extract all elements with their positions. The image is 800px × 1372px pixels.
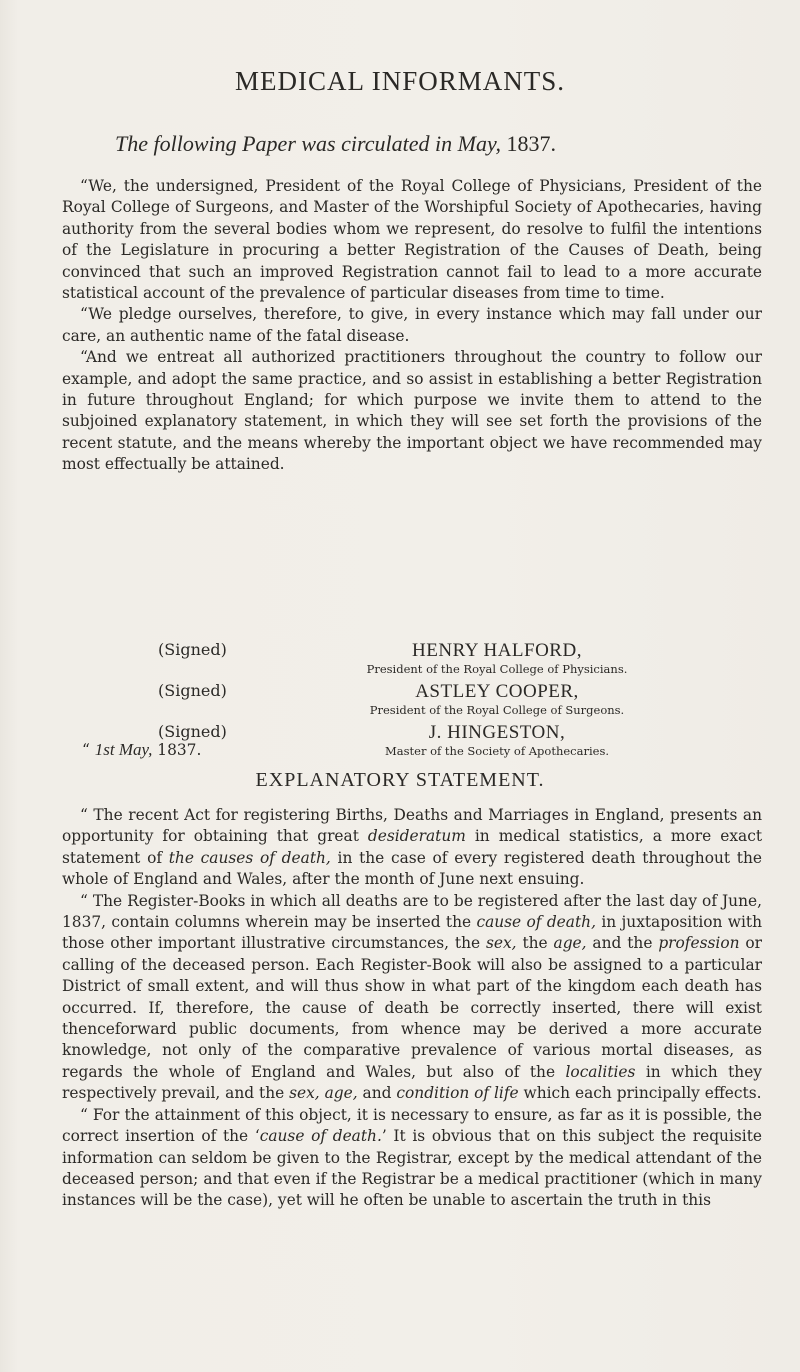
text-run: “ The Register-Books in which all deaths are to be registered after the last day of June, 1837, contain columns wherein may be inserted the — [62, 891, 762, 932]
italic-run: the causes of death, — [168, 848, 331, 867]
text-run: in which they respectively prevail, and the — [62, 1062, 763, 1103]
italic-run: cause of death. — [259, 1127, 382, 1146]
text-run: and the — [586, 934, 659, 953]
subheading-text: The following Paper was circulated in May, — [115, 131, 501, 156]
signatory-name: HENRY HALFORD, — [412, 640, 582, 661]
text-run: ’ It is obvious that on this subject the requisite information can seldom be given to the Registrar, except by the medical attendant of the deceased person; and that even if the Registrar be a medical practitioner (which in many instances will be the case), yet will he often be unable to ascertain the truth in this — [62, 1127, 762, 1210]
explanatory-statement-heading: EXPLANATORY STATEMENT. — [255, 769, 545, 791]
italic-run: desideratum — [367, 827, 466, 846]
dateline-quote: “ — [82, 741, 90, 759]
italic-run: sex, — [485, 934, 517, 953]
statement-text — [62, 805, 762, 1212]
italic-run: age, — [553, 934, 587, 953]
italic-run: cause of death, — [476, 913, 596, 932]
circular-paragraph-3: “And we entreat all authorized practitioners throughout the country to follow our example, and adopt the same practice, and so assist in establishing a better Registration in future throughout England; for which purpose we invite them to attend to the subjoined explanatory statement, in which they will see set forth the provisions of the recent statute, and the means whereby the important object we have recommended may most effectually be attained. — [62, 348, 762, 474]
signatory-title: President of the Royal College of Physicians. — [366, 662, 628, 676]
statement-paragraph-3 — [62, 1105, 762, 1212]
dateline-date: 1st May, — [94, 740, 153, 759]
circular-subheading — [115, 131, 556, 157]
signature-halford — [62, 640, 762, 681]
signed-label: (Signed) — [158, 681, 227, 700]
statement-paragraph-2 — [62, 891, 762, 1105]
statement-paragraph-1 — [62, 805, 762, 891]
text-run: which each principally effects. — [518, 1084, 762, 1103]
italic-run: sex, — [289, 1084, 320, 1103]
dateline-year: 1837. — [157, 741, 202, 759]
circular-text — [62, 176, 762, 476]
page-heading: MEDICAL INFORMANTS. — [234, 66, 565, 96]
signatory-title: Master of the Society of Apothecaries. — [384, 744, 610, 758]
circular-paragraph-2: “We pledge ourselves, therefore, to give, in every instance which may fall under our care, an authentic name of the fatal disease. — [62, 305, 762, 345]
text-run: in juxtaposition with those other important illustrative circumstances, the — [62, 913, 762, 953]
signed-label: (Signed) — [158, 640, 227, 659]
italic-run: localities — [565, 1062, 636, 1081]
text-run: and — [357, 1084, 397, 1103]
signatory-name: ASTLEY COOPER, — [415, 681, 579, 702]
signed-label: (Signed) — [158, 722, 227, 741]
text-run: in the case of every registered death throughout the whole of England and Wales, after the month of June next ensuing. — [62, 848, 762, 889]
italic-run: profession — [658, 934, 740, 953]
signatory-title: President of the Royal College of Surgeons. — [369, 703, 625, 717]
signature-cooper — [62, 681, 762, 722]
text-run: “ The recent Act for registering Births, Deaths and Marriages in England, presents an opportunity for obtaining that great — [62, 806, 762, 846]
italic-run: age, — [324, 1084, 358, 1103]
text-run: in medical statistics, a more exact statement of — [62, 827, 762, 867]
text-run: or calling of the deceased person. Each Register-Book will also be assigned to a particular District of small extent, and will thus show in what part of the kingdom each death has occurred. If, therefore, the cause of death be correctly inserted, there will exist thenceforward public documents, from whence may be derived a more accurate knowledge, not only of the comparative prevalence of various mortal diseases, as regards the whole of England and Wales, but also of the — [62, 934, 763, 1081]
subheading-year: 1837. — [506, 131, 556, 156]
text-run: “ For the attainment of this object, it is necessary to ensure, as far as it is possible, the correct insertion of the ‘ — [62, 1105, 762, 1146]
signatory-name: J. HINGESTON, — [428, 722, 566, 743]
italic-run: condition of life — [396, 1084, 519, 1103]
circular-paragraph-1: “We, the undersigned, President of the Royal College of Physicians, President of the Royal College of Surgeons, and Master of the Worshipful Society of Apothecaries, having authority from the several bodies whom we represent, do resolve to fulfil the intentions of the Legislature in procuring a better Registration of the Causes of Death, being convinced that such an improved Registration cannot fail to lead to a more accurate statistical account of the prevalence of particular diseases from time to time. — [62, 177, 762, 303]
text-run: the — [516, 934, 554, 953]
circular-dateline — [82, 740, 201, 760]
